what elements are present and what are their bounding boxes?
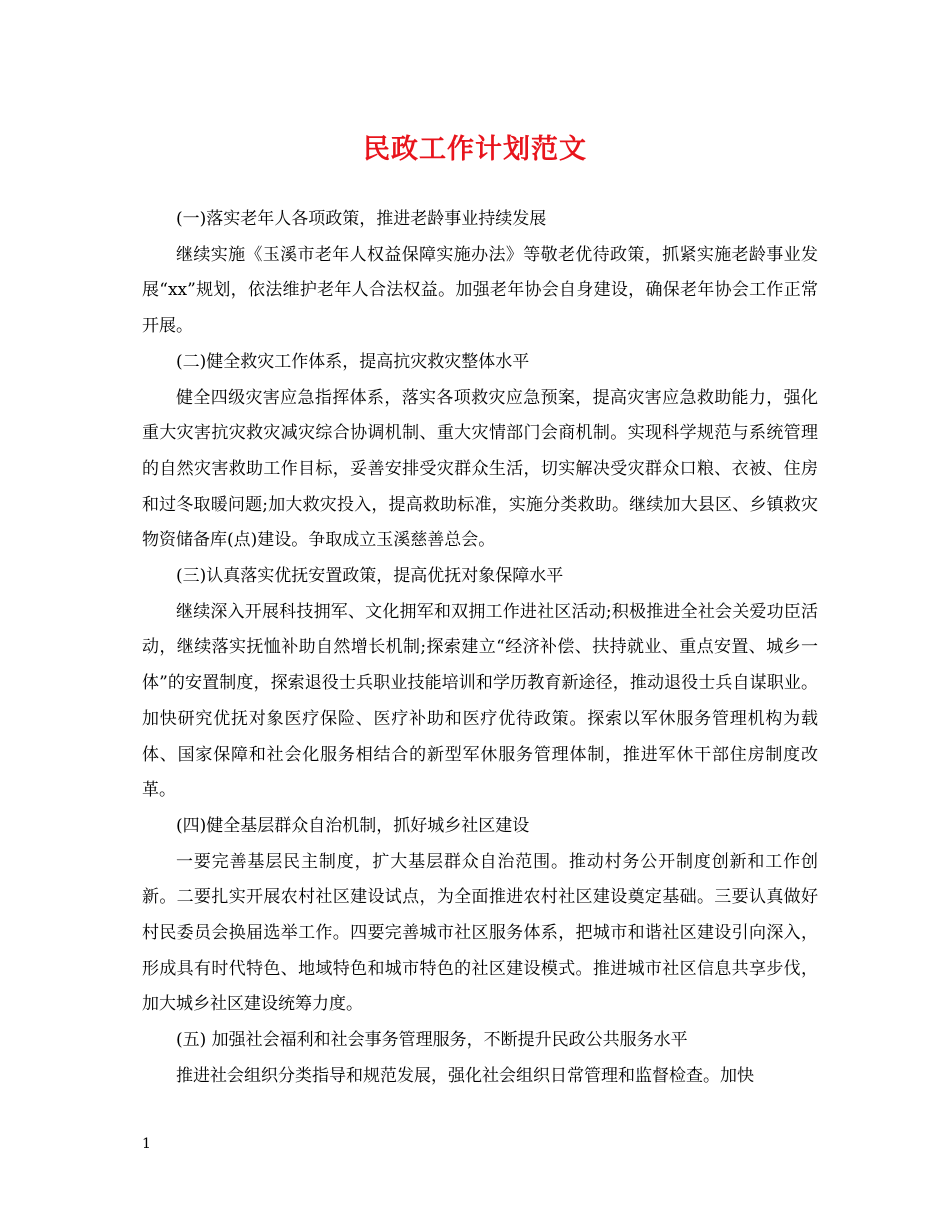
paragraph-1: 继续实施《玉溪市老年人权益保障实施办法》等敬老优待政策，抓紧实施老龄事业发展“xx”规划，依法维护老年人合法权益。加强老年协会自身建设，确保老年协会工作正常开展。	[142, 244, 818, 337]
document-title: 民政工作计划范文	[363, 134, 587, 165]
paragraph-5: 推进社会组织分类指导和规范发展，强化社会组织日常管理和监督检查。加快	[176, 1065, 754, 1086]
page-number: 1	[142, 1136, 151, 1152]
paragraph-3: 继续深入开展科技拥军、文化拥军和双拥工作进社区活动;积极推进全社会关爱功臣活动，继续落实抚恤补助自然增长机制;探索建立“经济补偿、扶持就业、重点安置、城乡一体”的安置制度，探索退役士兵职业技能培训和学历教育新途径，推动退役士兵自谋职业。加快研究优抚对象医疗保险、医疗补助和医疗优待政策。探索以军休服务管理机构为载体、国家保障和社会化服务相结合的新型军休服务管理体制，推进军休干部住房制度改革。	[142, 601, 818, 801]
section-heading-1: (一)落实老年人各项政策，推进老龄事业持续发展	[176, 209, 547, 229]
paragraph-4: 一要完善基层民主制度，扩大基层群众自治范围。推动村务公开制度创新和工作创新。二要扎实开展农村社区建设试点，为全面推进农村社区建设奠定基础。三要认真做好村民委员会换届选举工作。四要完善城市社区服务体系，把城市和谐社区建设引向深入，形成具有时代特色、地域特色和城市特色的社区建设模式。推进城市社区信息共享步伐，加大城乡社区建设统筹力度。	[142, 851, 818, 1015]
document-body	[142, 202, 818, 1095]
section-heading-5: (五) 加强社会福利和社会事务管理服务，不断提升民政公共服务水平	[176, 1030, 688, 1051]
paragraph-2: 健全四级灾害应急指挥体系，落实各项救灾应急预案，提高灾害应急救助能力，强化重大灾害抗灾救灾减灾综合协调机制、重大灾情部门会商机制。实现科学规范与系统管理的自然灾害救助工作目标，妥善安排受灾群众生活，切实解决受灾群众口粮、衣被、住房和过冬取暖问题;加大救灾投入，提高救助标准，实施分类救助。继续加大县区、乡镇救灾物资储备库(点)建设。争取成立玉溪慈善总会。	[142, 387, 818, 551]
section-heading-4: (四)健全基层群众自治机制，抓好城乡社区建设	[176, 815, 530, 836]
section-heading-2: (二)健全救灾工作体系，提高抗灾救灾整体水平	[176, 351, 530, 372]
section-heading-3: (三)认真落实优抚安置政策，提高优抚对象保障水平	[176, 566, 564, 587]
